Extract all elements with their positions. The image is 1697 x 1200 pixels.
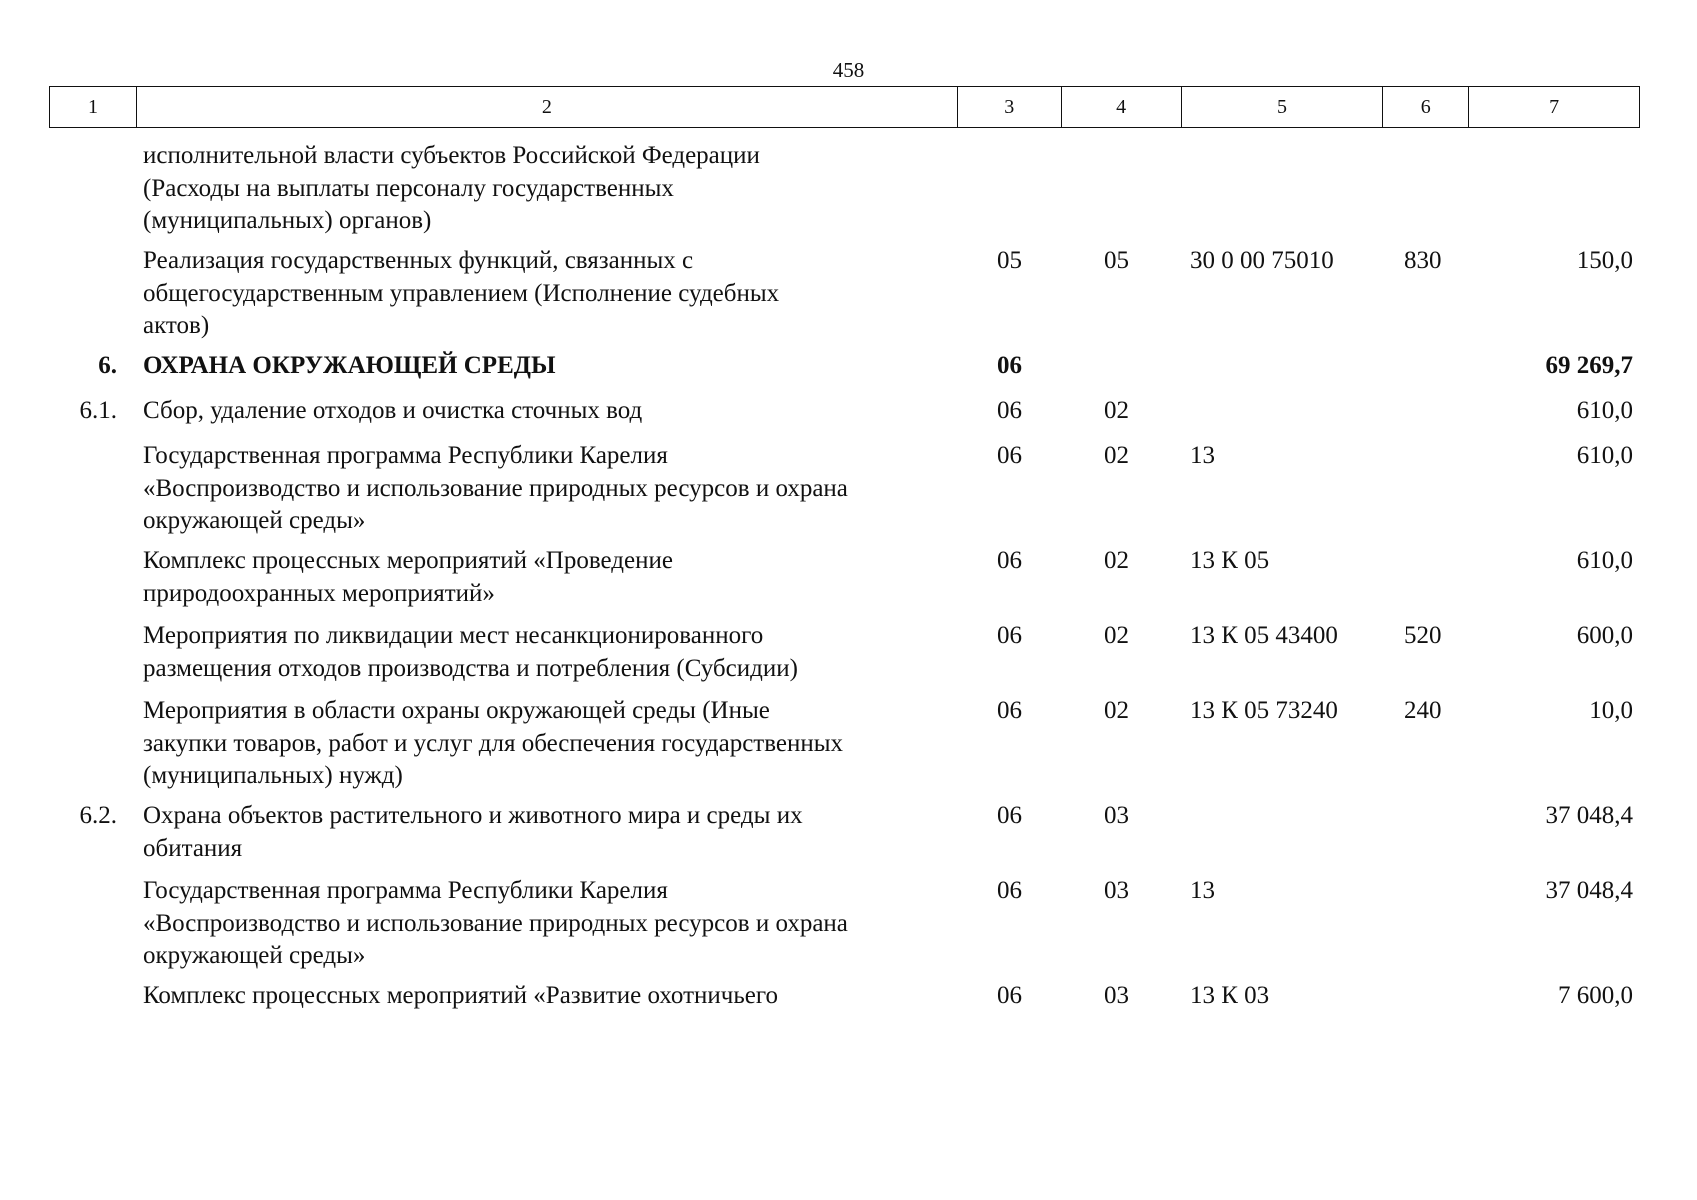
description-line: исполнительной власти субъектов Российской Федерации	[143, 142, 760, 169]
section-code: 06	[997, 442, 1022, 469]
description-line: размещения отходов производства и потребления (Субсидии)	[143, 654, 798, 682]
description-line: (муниципальных) нужд)	[143, 762, 403, 789]
target-article-code: 13 К 03	[1190, 982, 1270, 1009]
description-line: природоохранных мероприятий»	[143, 579, 495, 607]
subsection-code: 03	[1104, 877, 1129, 904]
description-line: окружающей среды»	[143, 507, 366, 534]
row-description	[143, 980, 963, 1013]
target-article-code: 30 0 00 75010	[1190, 247, 1334, 274]
amount-value: 610,0	[1576, 547, 1633, 574]
amount-value: 37 048,4	[1545, 877, 1633, 904]
subsection-code: 03	[1104, 802, 1129, 829]
section-code: 06	[997, 352, 1022, 379]
subsection-code: 05	[1104, 247, 1129, 274]
expense-type-code: 830	[1404, 247, 1442, 274]
amount-value: 610,0	[1576, 397, 1633, 424]
amount-value: 7 600,0	[1558, 982, 1633, 1009]
target-article-code: 13 К 05	[1190, 547, 1270, 574]
description-line: Комплекс процессных мероприятий «Развитие охотничьего	[143, 982, 778, 1009]
row-description	[143, 875, 963, 973]
row-description	[143, 245, 963, 343]
description-line: ОХРАНА ОКРУЖАЮЩЕЙ СРЕДЫ	[143, 352, 556, 379]
column-header-5: 5	[1182, 87, 1384, 127]
column-header-6: 6	[1383, 87, 1469, 127]
table-header	[49, 86, 1640, 128]
row-description	[143, 545, 963, 610]
description-line: актов)	[143, 312, 210, 339]
page-number: 458	[832, 58, 865, 82]
amount-value: 600,0	[1576, 622, 1633, 649]
subsection-code: 02	[1104, 397, 1129, 424]
expense-type-code: 520	[1404, 622, 1442, 649]
section-code: 06	[997, 877, 1022, 904]
section-code: 06	[997, 397, 1022, 424]
column-header-4: 4	[1062, 87, 1182, 127]
row-number: 6.	[98, 352, 117, 379]
description-line: Мероприятия по ликвидации мест несанкционированного	[143, 622, 764, 649]
description-line: «Воспроизводство и использование природных ресурсов и охрана	[143, 909, 848, 937]
section-code: 06	[997, 982, 1022, 1009]
row-description	[143, 695, 963, 793]
expense-type-code: 240	[1404, 697, 1442, 724]
target-article-code: 13	[1190, 442, 1215, 469]
row-description	[143, 800, 963, 865]
description-line: Сбор, удаление отходов и очистка сточных вод	[143, 397, 643, 424]
description-line: общегосударственным управлением (Исполнение судебных	[143, 279, 780, 307]
description-line: Реализация государственных функций, связанных с	[143, 247, 694, 274]
subsection-code: 02	[1104, 697, 1129, 724]
row-description	[143, 395, 963, 428]
row-description	[143, 620, 963, 685]
description-line: (Расходы на выплаты персоналу государственных	[143, 174, 674, 202]
row-description	[143, 440, 963, 538]
column-header-7: 7	[1549, 95, 1560, 118]
amount-value: 10,0	[1589, 697, 1633, 724]
amount-value: 610,0	[1576, 442, 1633, 469]
section-code: 05	[997, 247, 1022, 274]
section-code: 06	[997, 547, 1022, 574]
target-article-code: 13 К 05 43400	[1190, 622, 1338, 649]
description-line: Мероприятия в области охраны окружающей среды (Иные	[143, 697, 770, 724]
description-line: обитания	[143, 834, 243, 862]
description-line: закупки товаров, работ и услуг для обеспечения государственных	[143, 729, 844, 757]
amount-value: 150,0	[1576, 247, 1633, 274]
description-line: Государственная программа Республики Карелия	[143, 442, 668, 469]
row-number: 6.2.	[79, 802, 117, 829]
description-line: окружающей среды»	[143, 942, 366, 969]
description-line: (муниципальных) органов)	[143, 207, 432, 234]
description-line: Охрана объектов растительного и животного мира и среды их	[143, 802, 803, 829]
subsection-code: 02	[1104, 442, 1129, 469]
column-header-3: 3	[958, 87, 1062, 127]
row-description	[143, 140, 963, 238]
target-article-code: 13	[1190, 877, 1215, 904]
row-number: 6.1.	[79, 397, 117, 424]
column-header-1: 1	[50, 87, 137, 127]
section-code: 06	[997, 622, 1022, 649]
description-line: «Воспроизводство и использование природных ресурсов и охрана	[143, 474, 848, 502]
target-article-code: 13 К 05 73240	[1190, 697, 1338, 724]
amount-value: 69 269,7	[1545, 352, 1633, 379]
section-code: 06	[997, 802, 1022, 829]
description-line: Государственная программа Республики Карелия	[143, 877, 668, 904]
row-description	[143, 350, 963, 383]
subsection-code: 02	[1104, 622, 1129, 649]
subsection-code: 02	[1104, 547, 1129, 574]
amount-value: 37 048,4	[1545, 802, 1633, 829]
subsection-code: 03	[1104, 982, 1129, 1009]
section-code: 06	[997, 697, 1022, 724]
description-line: Комплекс процессных мероприятий «Проведение	[143, 547, 673, 574]
column-header-2: 2	[137, 87, 958, 127]
